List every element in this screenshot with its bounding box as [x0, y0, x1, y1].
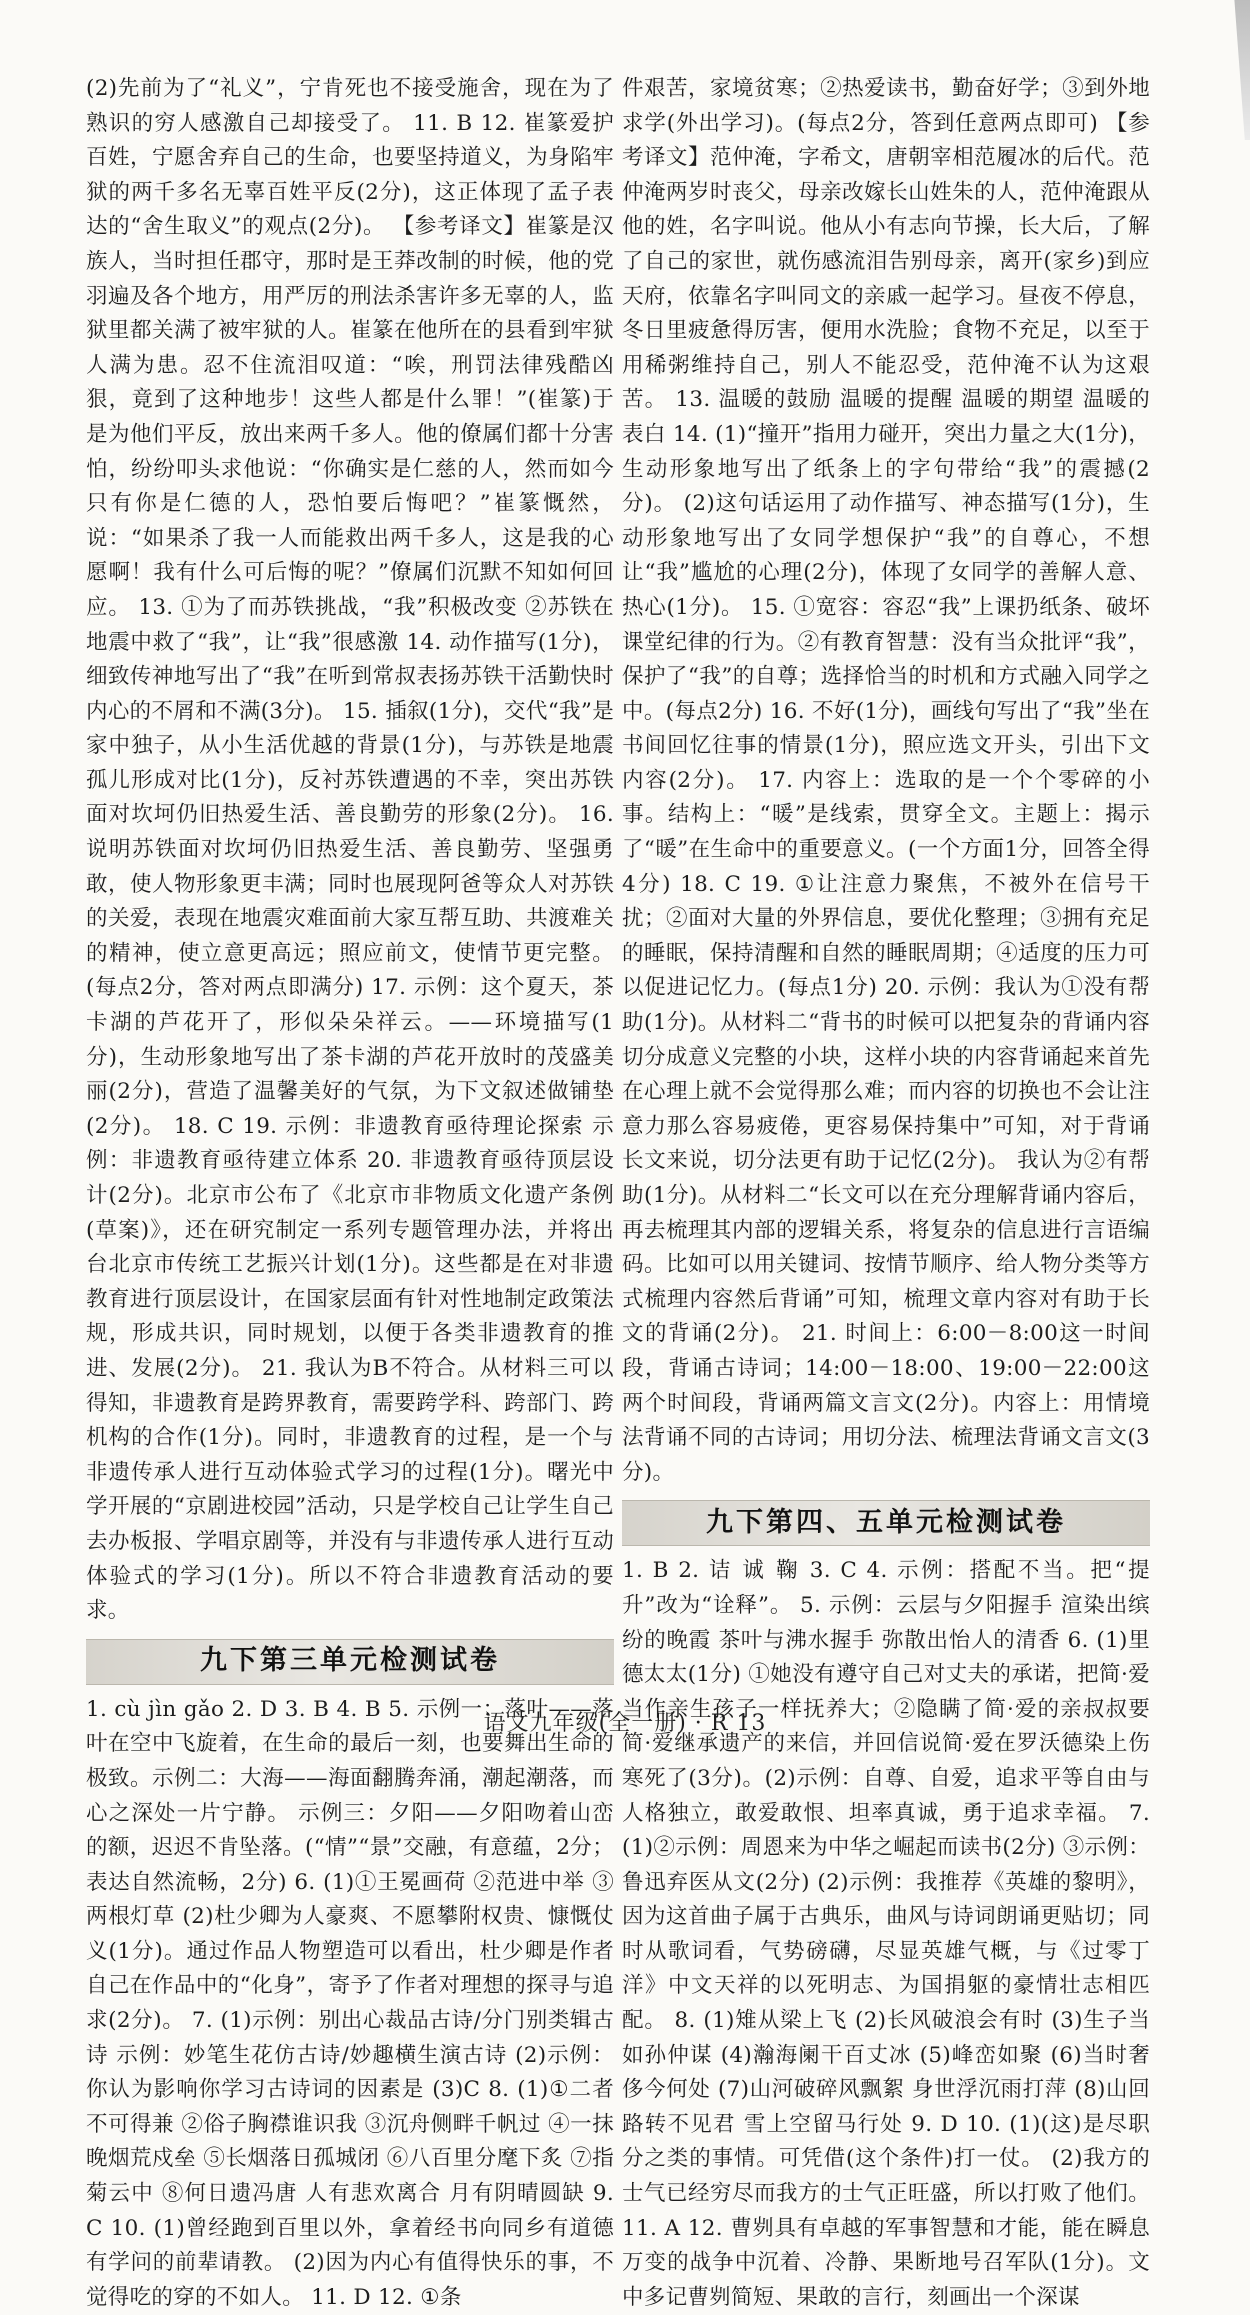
section-banner-unit3 [86, 1639, 614, 1685]
section-title: 九下第四、五单元检测试卷 [706, 1507, 1066, 1539]
right-answers-paragraph: 件艰苦，家境贫寒；②热爱读书，勤奋好学；③到外地求学(外出学习)。(每点2分，答到任意两点即可) 【参考译文】范仲淹，字希文，唐朝宰相范履冰的后代。范仲淹两岁时丧父，母亲改嫁长山姓朱的人，范仲淹跟从他的姓，名字叫说。他从小有志向节操，长大后，了解了自己的家世，就伤感流泪告别母亲，离开(家乡)到应天府，依靠名字叫同文的亲戚一起学习。昼夜不停息，冬日里疲惫得厉害，便用水洗脸；食物不充足，以至于用稀粥维持自己，别人不能忍受，范仲淹不认为这艰苦。 13. 温暖的鼓励 温暖的提醒 温暖的期望 温暖的表白 14. (1)“撞开”指用力碰开，突出力量之大(1分)，生动形象地写出了纸条上的字句带给“我”的震撼(2分)。 (2)这句话运用了动作描写、神态描写(1分)，生动形象地写出了女同学想保护“我”的自尊心，不想让“我”尴尬的心理(2分)，体现了女同学的善解人意、热心(1分)。 15. ①宽容：容忍“我”上课扔纸条、破坏课堂纪律的行为。②有教育智慧：没有当众批评“我”，保护了“我”的自尊；选择恰当的时机和方式融入同学之中。(每点2分) 16. 不好(1分)，画线句写出了“我”坐在书间回忆往事的情景(1分)，照应选文开头，引出下文内容(2分)。 17. 内容上：选取的是一个个零碎的小事。结构上：“暖”是线索，贯穿全文。主题上：揭示了“暖”在生命中的重要意义。(一个方面1分，回答全得4分) 18. C 19. ①让注意力聚焦，不被外在信号干扰；②面对大量的外界信息，要优化整理；③拥有充足的睡眠，保持清醒和自然的睡眠周期；④适度的压力可以促进记忆力。(每点1分) 20. 示例：我认为①没有帮助(1分)。从材料二“背书的时候可以把复杂的背诵内容切分成意义完整的小块，这样小块的内容背诵起来首先在心理上就不会觉得那么难；而内容的切换也不会让注意力那么容易疲倦，更容易保持集中”可知，对于背诵长文来说，切分法更有助于记忆(2分)。 我认为②有帮助(1分)。从材料二“长文可以在充分理解背诵内容后，再去梳理其内部的逻辑关系，将复杂的信息进行言语编码。比如可以用关键词、按情节顺序、给人物分类等方式梳理内容然后背诵”可知，梳理文章内容对有助于长文的背诵(2分)。 21. 时间上：6:00－8:00这一时间段，背诵古诗词；14:00－18:00、19:00－22:00这两个时间段，背诵两篇文言文(2分)。内容上：用情境法背诵不同的古诗词；用切分法、梳理法背诵文言文(3分)。 [622, 76, 1150, 1485]
unit3-answers-paragraph: 1. cù jìn gǎo 2. D 3. B 4. B 5. 示例一：落叶——落叶在空中飞旋着，在生命的最后一刻，也要舞出生命的极致。示例二：大海——海面翻腾奔涌，潮起潮落，而心之深处一片宁静。 示例三：夕阳——夕阳吻着山峦的额，迟迟不肯坠落。(“情”“景”交融，有意蕴，2分；表达自然流畅，2分) 6. (1)①王冕画荷 ②范进中举 ③两根灯草 (2)杜少卿为人豪爽、不愿攀附权贵、慷慨仗义(1分)。通过作品人物塑造可以看出，杜少卿是作者自己在作品中的“化身”，寄予了作者对理想的探寻与追求(2分)。 7. (1)示例：别出心裁品古诗/分门别类辑古诗 示例：妙笔生花仿古诗/妙趣横生演古诗 (2)示例：你认为影响你学习古诗词的因素是 (3)C 8. (1)①二者不可得兼 ②俗子胸襟谁识我 ③沉舟侧畔千帆过 ④一抹晚烟荒戍垒 ⑤长烟落日孤城闭 ⑥八百里分麾下炙 ⑦指菊云中 ⑧何日遗冯唐 人有悲欢离合 月有阴晴圆缺 9. C 10. (1)曾经跑到百里以外，拿着经书向同乡有道德有学问的前辈请教。 (2)因为内心有值得快乐的事，不觉得吃的穿的不如人。 11. D 12. ①条 [86, 1696, 614, 2310]
left-answers-paragraph: (2)先前为了“礼义”，宁肯死也不接受施舍，现在为了熟识的穷人感激自己却接受了。 11. B 12. 崔篆爱护百姓，宁愿舍弃自己的生命，也要坚持道义，为身陷牢狱的两千多名无辜百姓平反(2分)，这正体现了孟子表达的“舍生取义”的观点(2分)。 【参考译文】崔篆是汉族人，当时担任郡守，那时是王莽改制的时候，他的党羽遍及各个地方，用严厉的刑法杀害许多无辜的人，监狱里都关满了被牢狱的人。崔篆在他所在的县看到牢狱人满为患。忍不住流泪叹道：“唉，刑罚法律残酷凶狠，竟到了这种地步！这些人都是什么罪！”(崔篆)于是为他们平反，放出来两千多人。他的僚属们都十分害怕，纷纷叩头求他说：“你确实是仁慈的人，然而如今只有你是仁德的人，恐怕要后悔吧？”崔篆慨然，说：“如果杀了我一人而能救出两千多人，这是我的心愿啊！我有什么可后悔的呢？”僚属们沉默不知如何回应。 13. ①为了而苏铁挑战，“我”积极改变 ②苏铁在地震中救了“我”，让“我”很感激 14. 动作描写(1分)，细致传神地写出了“我”在听到常叔表扬苏铁干活勤快时内心的不屑和不满(3分)。 15. 插叙(1分)，交代“我”是家中独子，从小生活优越的背景(1分)，与苏铁是地震孤儿形成对比(1分)，反衬苏铁遭遇的不幸，突出苏铁面对坎坷仍旧热爱生活、善良勤劳的形象(2分)。 16. 说明苏铁面对坎坷仍旧热爱生活、善良勤劳、坚强勇敢，使人物形象更丰满；同时也展现阿爸等众人对苏铁的关爱，表现在地震灾难面前大家互帮互助、共渡难关的精神，使立意更高远；照应前文，使情节更完整。(每点2分，答对两点即满分) 17. 示例：这个夏天，茶卡湖的芦花开了，形似朵朵祥云。——环境描写(1分)，生动形象地写出了茶卡湖的芦花开放时的茂盛美丽(2分)，营造了温馨美好的气氛，为下文叙述做铺垫(2分)。 18. C 19. 示例：非遗教育亟待理论探索 示例：非遗教育亟待建立体系 20. 非遗教育亟待顶层设计(2分)。北京市公布了《北京市非物质文化遗产条例(草案)》，还在研究制定一系列专题管理办法，并将出台北京市传统工艺振兴计划(1分)。这些都是在对非遗教育进行顶层设计，在国家层面有针对性地制定政策法规，形成共识，同时规划，以便于各类非遗教育的推进、发展(2分)。 21. 我认为B不符合。从材料三可以得知，非遗教育是跨界教育，需要跨学科、跨部门、跨机构的合作(1分)。同时，非遗教育的过程，是一个与非遗传承人进行互动体验式学习的过程(1分)。曙光中学开展的“京剧进校园”活动，只是学校自己让学生自己去办板报、学唱京剧等，并没有与非遗传承人进行互动体验式的学习(1分)。所以不符合非遗教育活动的要求。 [86, 76, 614, 1624]
section-banner-unit4-5 [622, 1500, 1150, 1546]
page-footer: 语文九年级(全一册) · R 13 [483, 1711, 767, 1736]
unit4-5-answers-paragraph: 1. B 2. 诘 诚 鞠 3. C 4. 示例：搭配不当。把“提升”改为“诠释”。 5. 示例：云层与夕阳握手 渲染出缤纷的晚霞 茶叶与沸水握手 弥散出怡人的清香 6. (1)里德太太(1分) ①她没有遵守自己对丈夫的承诺，把简·爱当作亲生孩子一样抚养大；②隐瞒了简·爱的亲叔叔要简·爱继承遗产的来信，并回信说简·爱在罗沃德染上伤寒死了(3分)。(2)示例：自尊、自爱，追求平等自由与人格独立，敢爱敢恨、坦率真诚，勇于追求幸福。 7. (1)②示例：周恩来为中华之崛起而读书(2分) ③示例：鲁迅弃医从文(2分) (2)示例：我推荐《英雄的黎明》，因为这首曲子属于古典乐，曲风与诗词朗诵更贴切；同时从歌词看，气势磅礴，尽显英雄气概，与《过零丁洋》中文天祥的以死明志、为国捐躯的豪情壮志相匹配。 8. (1)雉从梁上飞 (2)长风破浪会有时 (3)生子当如孙仲谋 (4)瀚海阑干百丈冰 (5)峰峦如聚 (6)当时奢侈今何处 (7)山河破碎风飘絮 身世浮沉雨打萍 (8)山回路转不见君 雪上空留马行处 9. D 10. (1)(这)是尽职分之类的事情。可凭借(这个条件)打一仗。 (2)我方的士气已经穷尽而我方的士气正旺盛，所以打败了他们。 11. A 12. 曹刿具有卓越的军事智慧和才能，能在瞬息万变的战争中沉着、冷静、果断地号召军队(1分)。文中多记曹刿简短、果敢的言行，刻画出一个深谋 [622, 1558, 1150, 2310]
left-column [86, 72, 614, 2310]
page-edge-shadow [1224, 0, 1250, 140]
section-title: 九下第三单元检测试卷 [200, 1645, 500, 1677]
